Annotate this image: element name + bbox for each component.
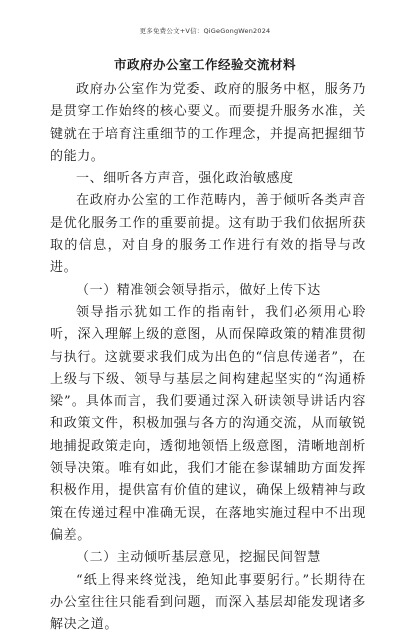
section-heading: 一、细听各方声音，强化政治敏感度 — [76, 171, 294, 187]
paragraph: 领导指示犹如工作的指南针，我们必须用心聆听，深入理解上级的意图，从而保障政策的精准贯彻与执行。这就要求我们成为出色的“信息传递者”，在上级与下级、领导与基层之间构建起坚实的“沟通桥梁”。具体而言，我们要通过深入研读领导讲话内容和政策文件，积极加强与各方的沟通交流，从而敏锐地捕捉政策走向，透彻地领悟上级意图，清晰地剖析领导决策。唯有如此，我们才能在参谋辅助方面发挥积极作用，提供富有价值的建议，确保上级精神与政策在传递过程中准确无误，在落地实施过程中不出现偏差。 — [50, 304, 366, 543]
subsection-heading: （一）精准领会领导指示，做好上传下达 — [76, 282, 321, 298]
header-note: 更多免费公文+V信：QiGeGongWen2024 — [139, 27, 271, 35]
document-title: 市政府办公室工作经验交流材料 — [113, 57, 296, 72]
paragraph: “纸上得来终觉浅，绝知此事要躬行。”长期待在办公室往往只能看到问题，而深入基层却能发现诸多解决之道。 — [50, 572, 366, 633]
paragraph: 政府办公室作为党委、政府的服务中枢，服务乃是贯穿工作始终的核心要义。而要提升服务水准，关键就在于培育注重细节的工作理念，并提高把握细节的能力。 — [50, 82, 366, 164]
subsection-heading: （二）主动倾听基层意见，挖掘民间智慧 — [76, 550, 321, 566]
paragraph: 在政府办公室的工作范畴内，善于倾听各类声音是优化服务工作的重要前提。这有助于我们依据所获取的信息，对自身的服务工作进行有效的指导与改进。 — [50, 193, 366, 276]
document-body — [50, 79, 366, 636]
